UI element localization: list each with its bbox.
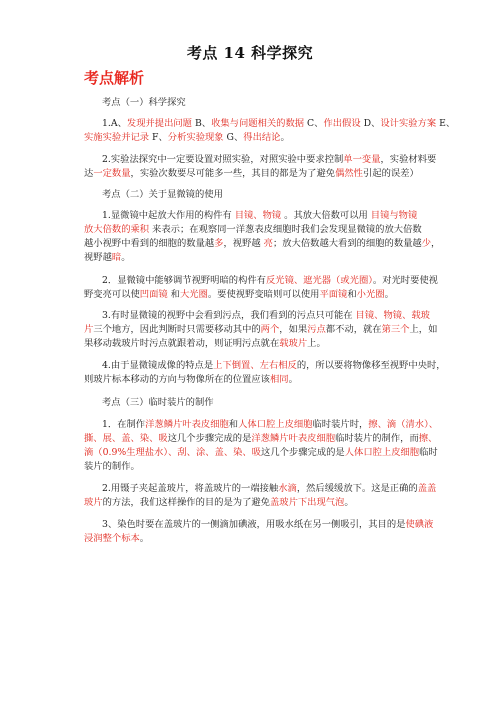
text-segment: 这几个步骤完成的是: [261, 447, 345, 458]
text-segment: 1.A、: [102, 118, 127, 129]
highlighted-answer: 一定数量: [93, 168, 131, 179]
text-segment: 1.显微镜中起放大作用的构件有: [102, 210, 235, 221]
text-line: [84, 251, 424, 265]
text-segment: ，然后缓缓放下。这是正确的: [296, 483, 418, 494]
highlighted-answer: 分析实验现象: [167, 132, 224, 143]
text-segment: 。要使视野变暗则可以使用: [207, 289, 320, 300]
text-segment: 这几个步骤完成的是: [167, 433, 252, 444]
text-line: [84, 532, 424, 546]
text-segment: 。其放大倍数可以用: [284, 210, 371, 221]
text-line: [84, 432, 438, 446]
highlighted-answer: 第三个: [381, 324, 410, 335]
highlighted-answer: 洋葱鳞片叶表皮细胞: [251, 433, 336, 444]
text-segment: 2.用镊子夹起盖玻片，将盖玻片的一端接触: [102, 483, 279, 494]
text-segment: 野变亮可以使: [84, 289, 140, 300]
text-segment: ，如果: [279, 324, 308, 335]
highlighted-answer: 擦、滴（清水）、: [368, 419, 439, 430]
text-segment: 考点（一）科学探究: [102, 97, 186, 108]
highlighted-answer: 目镜、物镜: [234, 210, 285, 221]
text-segment: 临时装片时，: [312, 419, 369, 430]
highlighted-answer: 放大倍数的乘积: [84, 224, 150, 235]
text-segment: 临时: [419, 447, 438, 458]
highlighted-answer: 平面镜: [319, 289, 348, 300]
text-line: [102, 188, 424, 202]
highlighted-answer: 载玻片: [279, 338, 308, 349]
text-line: [84, 496, 424, 510]
text-line: [102, 96, 424, 110]
text-segment: 的方法，我们这样操作的目的是为了避免: [102, 497, 270, 508]
text-segment: 4.由于显微镜成像的特点是: [102, 360, 214, 371]
text-segment: 和: [167, 289, 180, 300]
highlighted-answer: 少: [421, 238, 432, 249]
highlighted-answer: 撕、展、盖、染、吸: [84, 433, 168, 444]
highlighted-answer: 作出假设: [323, 118, 361, 129]
highlighted-answer: 得出结论: [243, 132, 281, 143]
highlighted-answer: 滴（0.9%生理盐水）、刮、涂、盖、染、吸: [84, 447, 262, 458]
text-segment: 临时装片的制作，而: [335, 433, 419, 444]
text-line: [102, 396, 424, 410]
text-line: [102, 359, 446, 373]
text-segment: 上，如: [409, 324, 438, 335]
highlighted-answer: 多: [214, 238, 224, 249]
text-segment: F、: [149, 132, 168, 143]
text-line: [102, 518, 434, 532]
text-line: [102, 153, 437, 167]
highlighted-answer: 反光镜、遮光器（或光圈）: [265, 275, 373, 286]
highlighted-answer: 盖盖: [417, 483, 437, 494]
text-line: [102, 117, 456, 131]
highlighted-answer: 相同: [269, 374, 289, 385]
text-line: [84, 131, 424, 145]
highlighted-answer: 盖玻片下出现气泡: [269, 497, 345, 508]
text-segment: B、: [191, 118, 212, 129]
text-segment: 达: [84, 168, 94, 179]
highlighted-answer: 目镜、物镜、载玻: [355, 310, 430, 321]
text-segment: ；放大倍数越大看到的细胞的数量越: [272, 238, 422, 249]
text-segment: 和: [228, 419, 239, 430]
text-segment: 都不动，就在: [325, 324, 382, 335]
text-segment: ，视野越: [223, 238, 264, 249]
highlighted-answer: 玻片: [84, 497, 103, 508]
highlighted-answer: 污点: [307, 324, 326, 335]
highlighted-answer: 设计实验方案: [380, 118, 437, 129]
highlighted-answer: 目镜与物镜: [370, 210, 418, 221]
text-line: [84, 460, 424, 474]
page-title: 考点 14 科学探究: [186, 44, 314, 62]
text-segment: 。: [139, 533, 150, 544]
highlighted-answer: 发现并提出问题: [126, 118, 192, 129]
text-line: [84, 237, 441, 251]
highlighted-answer: 片: [84, 324, 94, 335]
text-segment: ，实验次数要尽可能多一些，其目的都是为了避免: [130, 168, 336, 179]
text-segment: 考点（二）关于显微镜的使用: [102, 189, 223, 200]
highlighted-answer: 水滴: [278, 483, 297, 494]
text-segment: 。: [280, 132, 290, 143]
text-segment: 。: [288, 374, 298, 385]
text-line: [102, 309, 430, 323]
text-line: [102, 418, 439, 432]
text-line: [84, 288, 424, 302]
highlighted-answer: 小光圈: [356, 289, 385, 300]
text-segment: 果移动载玻片时污点就跟着动，则证明污点就在: [84, 338, 280, 349]
highlighted-answer: 浸润整个标本: [84, 533, 140, 544]
text-segment: 的，所以要将物像移至视野中央时，: [296, 360, 446, 371]
section-heading: 考点解析: [84, 69, 145, 87]
text-segment: 引起的误差）: [362, 168, 419, 179]
text-segment: 来表示；在观察同一洋葱表皮细胞时我们会发现显微镜的放大倍数: [149, 224, 422, 235]
text-line: [84, 446, 438, 460]
text-segment: 考点（三）临时装片的制作: [102, 397, 214, 408]
text-line: [84, 323, 438, 337]
text-segment: 三个地方，因此判断时只需要移动其中的: [93, 324, 261, 335]
highlighted-answer: 擦、: [418, 433, 438, 444]
text-line: [102, 274, 438, 288]
text-segment: 3.有时显微镜的视野中会看到污点，我们看到的污点只可能在: [102, 310, 356, 321]
text-line: [84, 337, 424, 351]
highlighted-answer: 大光圈: [179, 289, 208, 300]
text-segment: 。: [121, 252, 131, 263]
text-segment: G、: [223, 132, 244, 143]
highlighted-answer: 人体口腔上皮细胞: [344, 447, 420, 458]
text-segment: 和: [347, 289, 357, 300]
highlighted-answer: 人体口腔上皮细胞: [238, 419, 313, 430]
text-segment: 上。: [307, 338, 326, 349]
highlighted-answer: 实施实验并记录: [84, 132, 150, 143]
text-segment: 视野越: [84, 252, 112, 263]
highlighted-answer: 凹面镜: [139, 289, 168, 300]
highlighted-answer: 洋葱鳞片叶表皮细胞: [145, 419, 229, 430]
text-segment: 。: [384, 289, 394, 300]
text-segment: 2.实验法探究中一定要设置对照实验，对照实验中要求控制: [102, 154, 344, 165]
text-line: [84, 373, 424, 387]
text-segment: 。对光时要使视: [372, 275, 438, 286]
text-segment: 装片的制作。: [84, 461, 140, 472]
text-segment: C、: [304, 118, 324, 129]
highlighted-answer: 偶然性: [335, 168, 363, 179]
text-line: [84, 167, 424, 181]
text-segment: 3、染色时要在盖玻片的一侧滴加碘液，用吸水纸在另一侧吸引，其目的是: [102, 519, 406, 530]
highlighted-answer: 两个: [260, 324, 280, 335]
text-line: [84, 223, 424, 237]
text-segment: 越小视野中看到的细胞的数量越: [84, 238, 215, 249]
text-segment: 2．显微镜中能够调节视野明暗的构件有: [102, 275, 266, 286]
highlighted-answer: 暗: [111, 252, 122, 263]
text-line: [102, 209, 424, 223]
text-segment: 1．在制作: [102, 419, 146, 430]
highlighted-answer: 收集与问题相关的数据: [211, 118, 305, 129]
highlighted-answer: 单一变量: [343, 154, 381, 165]
text-segment: 则玻片标本移动的方向与物像所在的位置应该: [84, 374, 270, 385]
text-segment: 。: [344, 497, 354, 508]
highlighted-answer: 使碘液: [405, 519, 434, 530]
text-segment: D、: [360, 118, 381, 129]
text-segment: ，实验材料要: [380, 154, 437, 165]
highlighted-answer: 亮: [263, 238, 273, 249]
text-segment: ，: [431, 238, 441, 249]
text-line: [102, 482, 437, 496]
text-segment: E、: [436, 118, 456, 129]
highlighted-answer: 上下倒置、左右相反: [213, 360, 297, 371]
